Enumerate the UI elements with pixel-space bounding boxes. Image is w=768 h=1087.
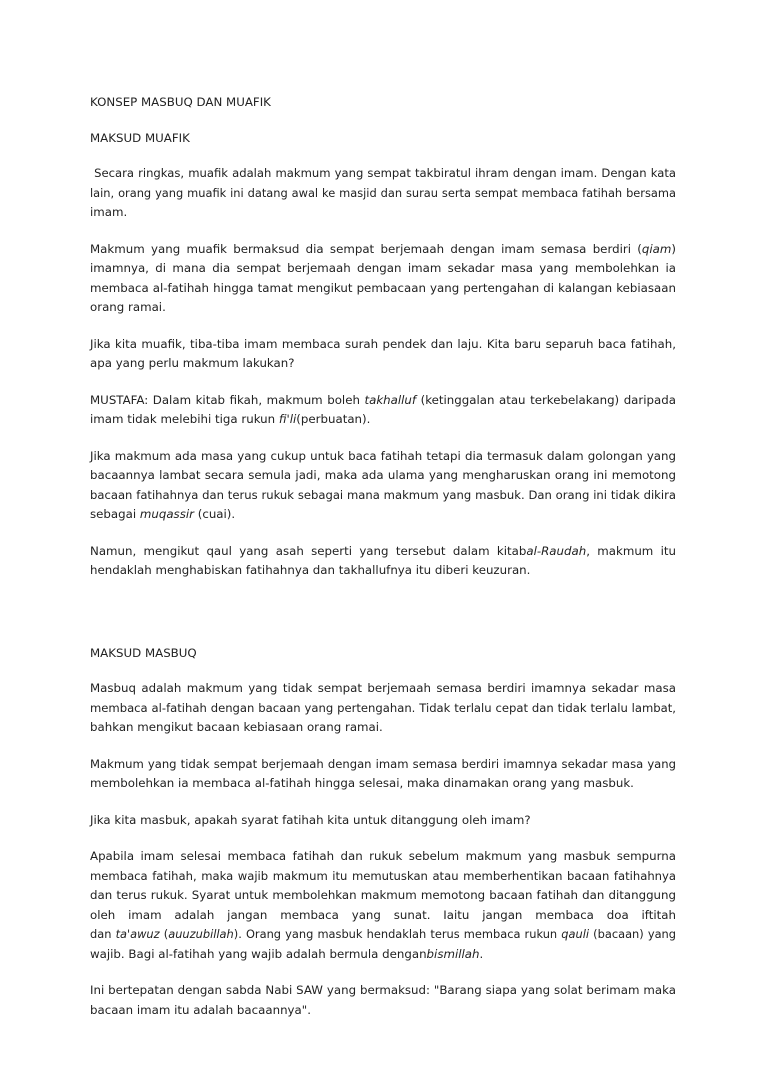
muafik-paragraph-2: Makmum yang muafik bermaksud dia sempat berjemaah dengan imam semasa berdiri (qiam) imamnya, di mana dia sempat berjemaah dengan imam sekadar masa yang membolehkan ia membaca al-fatihah hingga tamat mengikut pembacaan yang pertengahan di kalangan kebiasaan orang ramai. bbox=[90, 241, 676, 314]
masbuq-paragraph-4: Apabila imam selesai membaca fatihah dan rukuk sebelum makmum yang masbuk sempurna membaca fatihah, maka wajib makmum itu memutuskan atau memberhentikan bacaan fatihahnya dan terus rukuk. Syarat untuk membolehkan makmum memotong bacaan fatihah dan ditanggung oleh imam adalah jangan membaca yang sunat. Iaitu jangan membaca doa iftitah dan ta'awuz (auuzubillah). Orang yang masbuk hendaklah terus membaca rukun qauli (bacaan) yang wajib. Bagi al-fatihah yang wajib adalah bermula denganbismillah. bbox=[90, 849, 676, 961]
masbuq-paragraph-3: Jika kita masbuk, apakah syarat fatihah kita untuk ditanggung oleh imam? bbox=[90, 812, 531, 827]
masbuq-paragraph-2: Makmum yang tidak sempat berjemaah dengan imam semasa berdiri imamnya sekadar masa yang membolehkan ia membaca al-fatihah hingga selesai, maka dinamakan orang yang masbuk. bbox=[90, 756, 676, 790]
document-title: KONSEP MASBUQ DAN MUAFIK bbox=[90, 95, 271, 109]
muafik-paragraph-5: Jika makmum ada masa yang cukup untuk baca fatihah tetapi dia termasuk dalam golongan yang bacaannya lambat secara semula jadi, maka ada ulama yang mengharuskan orang ini memotong bacaan fatihahnya dan terus rukuk sebagai mana makmum yang masbuk. Dan orang ini tidak dikira sebagai muqassir (cuai). bbox=[90, 448, 676, 521]
document-body bbox=[90, 93, 676, 1037]
muafik-paragraph-3: Jika kita muafik, tiba-tiba imam membaca surah pendek dan laju. Kita baru separuh baca fatihah, apa yang perlu makmum lakukan? bbox=[90, 336, 676, 370]
masbuq-paragraph-5: Ini bertepatan dengan sabda Nabi SAW yang bermaksud: "Barang siapa yang solat berimam maka bacaan imam itu adalah bacaannya". bbox=[90, 983, 676, 1017]
muafik-paragraph-6: Namun, mengikut qaul yang asah seperti yang tersebut dalam kitabal-Raudah, makmum itu hendaklah menghabiskan fatihahnya dan takhallufnya itu diberi keuzuran. bbox=[90, 543, 676, 577]
masbuq-heading: MAKSUD MASBUQ bbox=[90, 645, 197, 660]
muafik-paragraph-1: Secara ringkas, muafik adalah makmum yang sempat takbiratul ihram dengan imam. Dengan kata lain, orang yang muafik ini datang awal ke masjid dan surau serta sempat membaca fatihah bersama imam. bbox=[90, 166, 676, 219]
masbuq-paragraph-1: Masbuq adalah makmum yang tidak sempat berjemaah semasa berdiri imamnya sekadar masa membaca al-fatihah dengan bacaan yang pertengahan. Tidak terlalu cepat dan tidak terlalu lambat, bahkan mengikut bacaan kebiasaan orang ramai. bbox=[90, 681, 676, 734]
muafik-paragraph-4: MUSTAFA: Dalam kitab fikah, makmum boleh takhalluf (ketinggalan atau terkebelakang) daripada imam tidak melebihi tiga rukun fi'li(perbuatan). bbox=[90, 392, 676, 426]
muafik-heading: MAKSUD MUAFIK bbox=[90, 130, 190, 145]
section-spacer bbox=[90, 598, 676, 644]
